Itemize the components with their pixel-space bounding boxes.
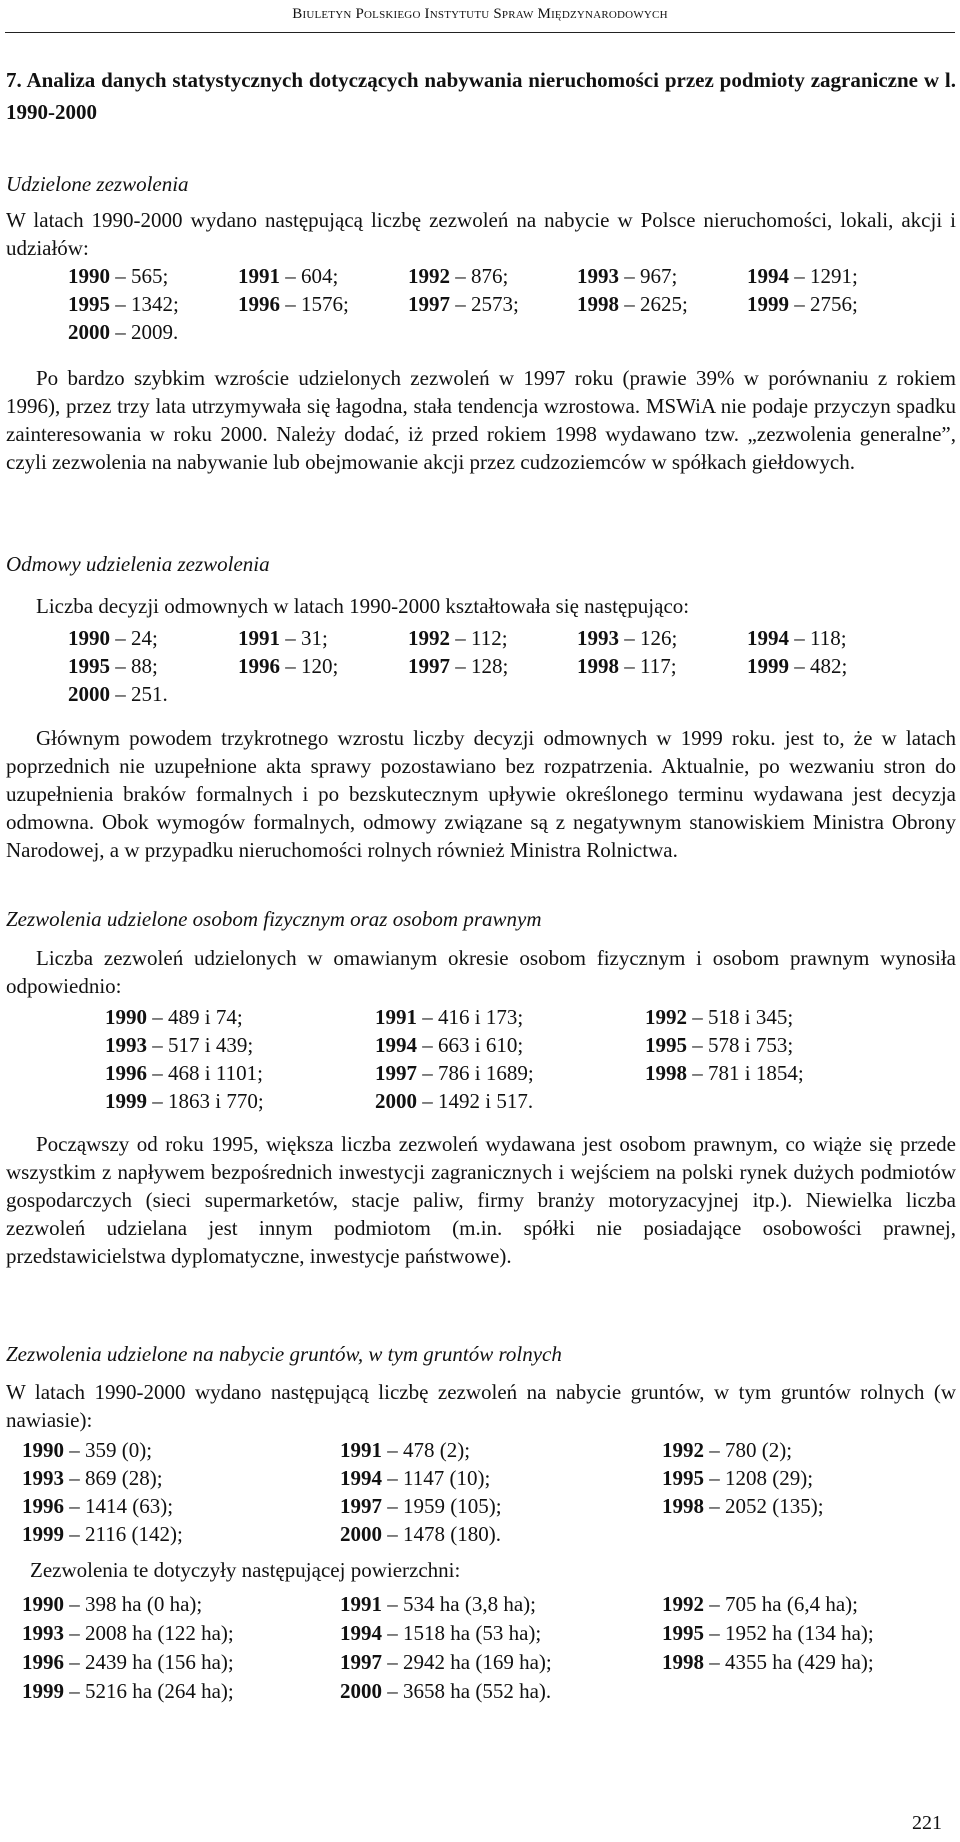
year-entry: 1999 – 2756;	[747, 292, 858, 316]
year-label: 1992	[662, 1438, 704, 1462]
year-label: 1994	[340, 1621, 382, 1645]
year-value: 24;	[131, 626, 158, 650]
year-label: 1998	[577, 654, 619, 678]
year-entry: 1991 – 478 (2);	[340, 1438, 471, 1462]
year-entry: 1994 – 1147 (10);	[340, 1466, 491, 1490]
year-value: 534 ha (3,8 ha);	[403, 1592, 536, 1616]
year-value: 1342;	[131, 292, 179, 316]
year-value: 1478 (180).	[403, 1522, 501, 1546]
year-label: 1990	[105, 1005, 147, 1029]
year-value: 2116 (142);	[85, 1522, 183, 1546]
year-label: 1992	[408, 264, 450, 288]
year-label: 1995	[68, 292, 110, 316]
year-label: 1994	[340, 1466, 382, 1490]
land-intro: W latach 1990-2000 wydano następującą liczbę zezwoleń na nabycie gruntów, w tym gruntów rolnych (w nawiasie):	[6, 1380, 956, 1432]
year-label: 1990	[68, 626, 110, 650]
year-value: 128;	[471, 654, 509, 678]
year-label: 1992	[645, 1005, 687, 1029]
year-label: 1991	[340, 1438, 382, 1462]
year-value: 1208 (29);	[725, 1466, 814, 1490]
year-label: 2000	[340, 1679, 382, 1703]
year-label: 1995	[662, 1621, 704, 1645]
year-value: 118;	[810, 626, 847, 650]
year-entry: 1991 – 31;	[238, 626, 328, 650]
year-value: 468	[168, 1061, 200, 1085]
year-value: 126;	[640, 626, 678, 650]
year-label: 1991	[340, 1592, 382, 1616]
year-entry: 1997 – 128;	[408, 654, 509, 678]
page-number: 221	[912, 1812, 942, 1834]
year-label: 1993	[577, 626, 619, 650]
year-value: 517	[168, 1033, 200, 1057]
year-value: 2008 ha (122 ha);	[85, 1621, 234, 1645]
year-entry: 1992 – 780 (2);	[662, 1438, 793, 1462]
year-value-legal: 173;	[485, 1005, 524, 1029]
year-value: 705 ha (6,4 ha);	[725, 1592, 858, 1616]
year-entry: 2000 – 3658 ha (552 ha).	[340, 1679, 552, 1703]
year-value: 780 (2);	[725, 1438, 793, 1462]
year-value-legal: 439;	[215, 1033, 254, 1057]
area-intro: Zezwolenia te dotyczyły następującej powierzchni:	[30, 1558, 461, 1582]
year-entry: 1993 – 517 i 439;	[105, 1033, 254, 1057]
year-entry: 1992 – 518 i 345;	[645, 1005, 794, 1029]
year-value: 112;	[471, 626, 508, 650]
year-value: 4355 ha (429 ha);	[725, 1650, 874, 1674]
year-value: 2009.	[131, 320, 179, 344]
running-header: Biuletyn Polskiego Instytutu Spraw Międzynarodowych	[292, 6, 668, 22]
year-label: 1993	[105, 1033, 147, 1057]
year-label: 1996	[105, 1061, 147, 1085]
year-entry: 1990 – 489 i 74;	[105, 1005, 243, 1029]
year-label: 1991	[238, 626, 280, 650]
heading-natural-legal-persons: Zezwolenia udzielone osobom fizycznym oraz osobom prawnym	[6, 907, 542, 931]
year-entry: 1996 – 1414 (63);	[22, 1494, 174, 1518]
year-entry: 1995 – 578 i 753;	[645, 1033, 794, 1057]
year-entry: 1993 – 869 (28);	[22, 1466, 163, 1490]
year-value-legal: 1101;	[215, 1061, 263, 1085]
year-value-legal: 770;	[226, 1089, 264, 1113]
year-entry: 1999 – 482;	[747, 654, 848, 678]
year-value: 2756;	[810, 292, 858, 316]
year-value-legal: 1689;	[485, 1061, 534, 1085]
year-value: 2052 (135);	[725, 1494, 824, 1518]
persons-intro: Liczba zezwoleń udzielonych w omawianym okresie osobom fizycznym i osobom prawnym wynosiła odpowiednio:	[6, 946, 956, 998]
year-value-legal: 1854;	[755, 1061, 804, 1085]
year-entry: 1996 – 2439 ha (156 ha);	[22, 1650, 234, 1674]
year-value: 1576;	[301, 292, 349, 316]
year-entry: 1992 – 705 ha (6,4 ha);	[662, 1592, 858, 1616]
year-entry: 1999 – 1863 i 770;	[105, 1089, 264, 1113]
year-value: 398 ha (0 ha);	[85, 1592, 203, 1616]
year-value: 3658 ha (552 ha).	[403, 1679, 552, 1703]
year-label: 1990	[68, 264, 110, 288]
year-entry: 1993 – 126;	[577, 626, 678, 650]
year-value: 518	[708, 1005, 740, 1029]
year-value: 117;	[640, 654, 677, 678]
year-entry: 1996 – 468 i 1101;	[105, 1061, 263, 1085]
year-value: 1863	[168, 1089, 210, 1113]
year-value: 565;	[131, 264, 169, 288]
year-entry: 1997 – 2573;	[408, 292, 519, 316]
year-entry: 1992 – 876;	[408, 264, 509, 288]
year-entry: 1997 – 1959 (105);	[340, 1494, 502, 1518]
year-value: 2573;	[471, 292, 519, 316]
year-value-legal: 345;	[755, 1005, 794, 1029]
year-label: 1995	[662, 1466, 704, 1490]
year-value: 478 (2);	[403, 1438, 471, 1462]
year-entry: 1999 – 5216 ha (264 ha);	[22, 1679, 234, 1703]
year-entry: 2000 – 251.	[68, 682, 168, 706]
year-label: 1993	[22, 1466, 64, 1490]
year-label: 1990	[22, 1438, 64, 1462]
year-entry: 1994 – 1518 ha (53 ha);	[340, 1621, 542, 1645]
year-value: 88;	[131, 654, 158, 678]
year-value: 967;	[640, 264, 678, 288]
year-value: 1492	[438, 1089, 480, 1113]
year-entry: 1995 – 1208 (29);	[662, 1466, 814, 1490]
year-label: 1997	[375, 1061, 417, 1085]
year-label: 1998	[662, 1494, 704, 1518]
year-label: 1994	[747, 626, 789, 650]
year-value: 2942 ha (169 ha);	[403, 1650, 552, 1674]
year-entry: 1990 – 24;	[68, 626, 158, 650]
year-value: 869 (28);	[85, 1466, 163, 1490]
year-entry: 1994 – 663 i 610;	[375, 1033, 524, 1057]
persons-paragraph: Począwszy od roku 1995, większa liczba zezwoleń wydawana jest osobom prawnym, co wiąże się przede wszystkim z napływem bezpośrednich inwestycji zagranicznych i wejściem na polski rynek dużych podmiotów gospodarczych (sieci supermarketów, stacje paliw, firmy branży motoryzacyjnej itp.). Niewielka liczba zezwoleń udzielana jest innym podmiotom (m.in. spółki nie posiadające osobowości prawnej, przedstawicielstwa dyplomatyczne, inwestycje państwowe).	[6, 1132, 956, 1268]
year-label: 2000	[68, 320, 110, 344]
year-value-legal: 753;	[755, 1033, 794, 1057]
year-value: 482;	[810, 654, 848, 678]
year-label: 1994	[375, 1033, 417, 1057]
granted-permits-paragraph: Po bardzo szybkim wzroście udzielonych zezwoleń w 1997 roku (prawie 39% w porównaniu z rokiem 1996), przez trzy lata utrzymywała się łagodna, stała tendencja wzrostowa. MSWiA nie podaje przyczyn spadku zainteresowania w roku 2000. Należy dodać, iż przed rokiem 1998 wydawano tzw. „zezwolenia generalne”, czyli zezwolenia na nabywanie lub obejmowanie akcji przez cudzoziemców w spółkach giełdowych.	[6, 366, 956, 474]
year-value: 1518 ha (53 ha);	[403, 1621, 542, 1645]
year-label: 1995	[645, 1033, 687, 1057]
year-value: 251.	[131, 682, 168, 706]
year-value: 578	[708, 1033, 740, 1057]
year-value: 31;	[301, 626, 328, 650]
year-entry: 1998 – 2625;	[577, 292, 688, 316]
year-entry: 2000 – 1478 (180).	[340, 1522, 501, 1546]
year-label: 1996	[238, 654, 280, 678]
year-value: 416	[438, 1005, 470, 1029]
year-label: 1998	[577, 292, 619, 316]
year-label: 2000	[340, 1522, 382, 1546]
year-label: 1999	[105, 1089, 147, 1113]
year-value: 2625;	[640, 292, 688, 316]
year-entry: 1998 – 781 i 1854;	[645, 1061, 804, 1085]
year-value: 781	[708, 1061, 740, 1085]
year-entry: 1991 – 534 ha (3,8 ha);	[340, 1592, 536, 1616]
year-label: 1999	[22, 1522, 64, 1546]
year-entry: 1994 – 1291;	[747, 264, 858, 288]
year-entry: 1990 – 359 (0);	[22, 1438, 153, 1462]
year-entry: 1990 – 398 ha (0 ha);	[22, 1592, 203, 1616]
year-value-legal: 517.	[496, 1089, 534, 1113]
year-value: 1147 (10);	[403, 1466, 491, 1490]
year-entry: 1998 – 4355 ha (429 ha);	[662, 1650, 874, 1674]
year-label: 1996	[238, 292, 280, 316]
year-value: 5216 ha (264 ha);	[85, 1679, 234, 1703]
year-entry: 1993 – 967;	[577, 264, 678, 288]
year-value: 876;	[471, 264, 509, 288]
year-entry: 1990 – 565;	[68, 264, 169, 288]
year-value: 1414 (63);	[85, 1494, 174, 1518]
year-value: 489	[168, 1005, 200, 1029]
year-entry: 1993 – 2008 ha (122 ha);	[22, 1621, 234, 1645]
year-label: 1997	[408, 292, 450, 316]
year-value: 1959 (105);	[403, 1494, 502, 1518]
year-label: 1997	[340, 1494, 382, 1518]
year-entry: 1999 – 2116 (142);	[22, 1522, 183, 1546]
year-entry: 1994 – 118;	[747, 626, 847, 650]
year-value: 359 (0);	[85, 1438, 153, 1462]
heading-land-permits: Zezwolenia udzielone na nabycie gruntów, w tym gruntów rolnych	[6, 1342, 562, 1366]
year-entry: 1996 – 1576;	[238, 292, 349, 316]
year-label: 1999	[22, 1679, 64, 1703]
year-entry: 1995 – 1342;	[68, 292, 179, 316]
year-entry: 1998 – 117;	[577, 654, 677, 678]
year-value: 786	[438, 1061, 470, 1085]
year-label: 1999	[747, 292, 789, 316]
year-label: 1996	[22, 1650, 64, 1674]
year-label: 1999	[747, 654, 789, 678]
year-entry: 1991 – 416 i 173;	[375, 1005, 524, 1029]
year-label: 1993	[22, 1621, 64, 1645]
year-label: 2000	[68, 682, 110, 706]
year-entry: 2000 – 2009.	[68, 320, 179, 344]
year-value: 120;	[301, 654, 339, 678]
year-value-legal: 74;	[215, 1005, 243, 1029]
year-label: 1991	[238, 264, 280, 288]
heading-granted-permits: Udzielone zezwolenia	[6, 172, 189, 196]
year-entry: 1996 – 120;	[238, 654, 339, 678]
header-rule	[5, 32, 955, 33]
year-entry: 1997 – 2942 ha (169 ha);	[340, 1650, 552, 1674]
section-title: 7. Analiza danych statystycznych dotyczących nabywania nieruchomości przez podmioty zagraniczne w l. 1990-2000	[6, 68, 956, 124]
year-entry: 1998 – 2052 (135);	[662, 1494, 824, 1518]
year-value: 1952 ha (134 ha);	[725, 1621, 874, 1645]
year-value: 1291;	[810, 264, 858, 288]
year-label: 1991	[375, 1005, 417, 1029]
year-label: 1994	[747, 264, 789, 288]
year-entry: 1995 – 88;	[68, 654, 158, 678]
year-label: 1992	[408, 626, 450, 650]
year-entry: 2000 – 1492 i 517.	[375, 1089, 534, 1113]
year-label: 1992	[662, 1592, 704, 1616]
year-label: 1997	[408, 654, 450, 678]
heading-refusals: Odmowy udzielenia zezwolenia	[6, 552, 270, 576]
year-entry: 1992 – 112;	[408, 626, 508, 650]
year-value-legal: 610;	[485, 1033, 524, 1057]
year-value: 2439 ha (156 ha);	[85, 1650, 234, 1674]
year-entry: 1995 – 1952 ha (134 ha);	[662, 1621, 874, 1645]
year-label: 1997	[340, 1650, 382, 1674]
year-label: 1998	[662, 1650, 704, 1674]
granted-permits-intro: W latach 1990-2000 wydano następującą liczbę zezwoleń na nabycie w Polsce nieruchomości, lokali, akcji i udziałów:	[6, 208, 956, 260]
year-label: 1993	[577, 264, 619, 288]
year-value: 604;	[301, 264, 339, 288]
year-label: 1990	[22, 1592, 64, 1616]
year-label: 1996	[22, 1494, 64, 1518]
year-label: 1998	[645, 1061, 687, 1085]
year-label: 1995	[68, 654, 110, 678]
year-entry: 1997 – 786 i 1689;	[375, 1061, 534, 1085]
year-label: 2000	[375, 1089, 417, 1113]
refusals-paragraph: Głównym powodem trzykrotnego wzrostu liczby decyzji odmownych w 1999 roku. jest to, że w latach poprzednich nie uzupełnione akta sprawy pozostawiano bez rozpatrzenia. Aktualnie, po wezwaniu stron do uzupełnienia braków formalnych i po bezskutecznym upływie określonego terminu wydawana jest decyzja odmowna. Obok wymogów formalnych, odmowy związane są z negatywnym stanowiskiem Ministra Obrony Narodowej, a w przypadku nieruchomości rolnych również Ministra Rolnictwa.	[6, 726, 956, 862]
refusals-intro: Liczba decyzji odmownych w latach 1990-2000 kształtowała się następująco:	[36, 594, 690, 618]
year-value: 663	[438, 1033, 470, 1057]
year-entry: 1991 – 604;	[238, 264, 339, 288]
